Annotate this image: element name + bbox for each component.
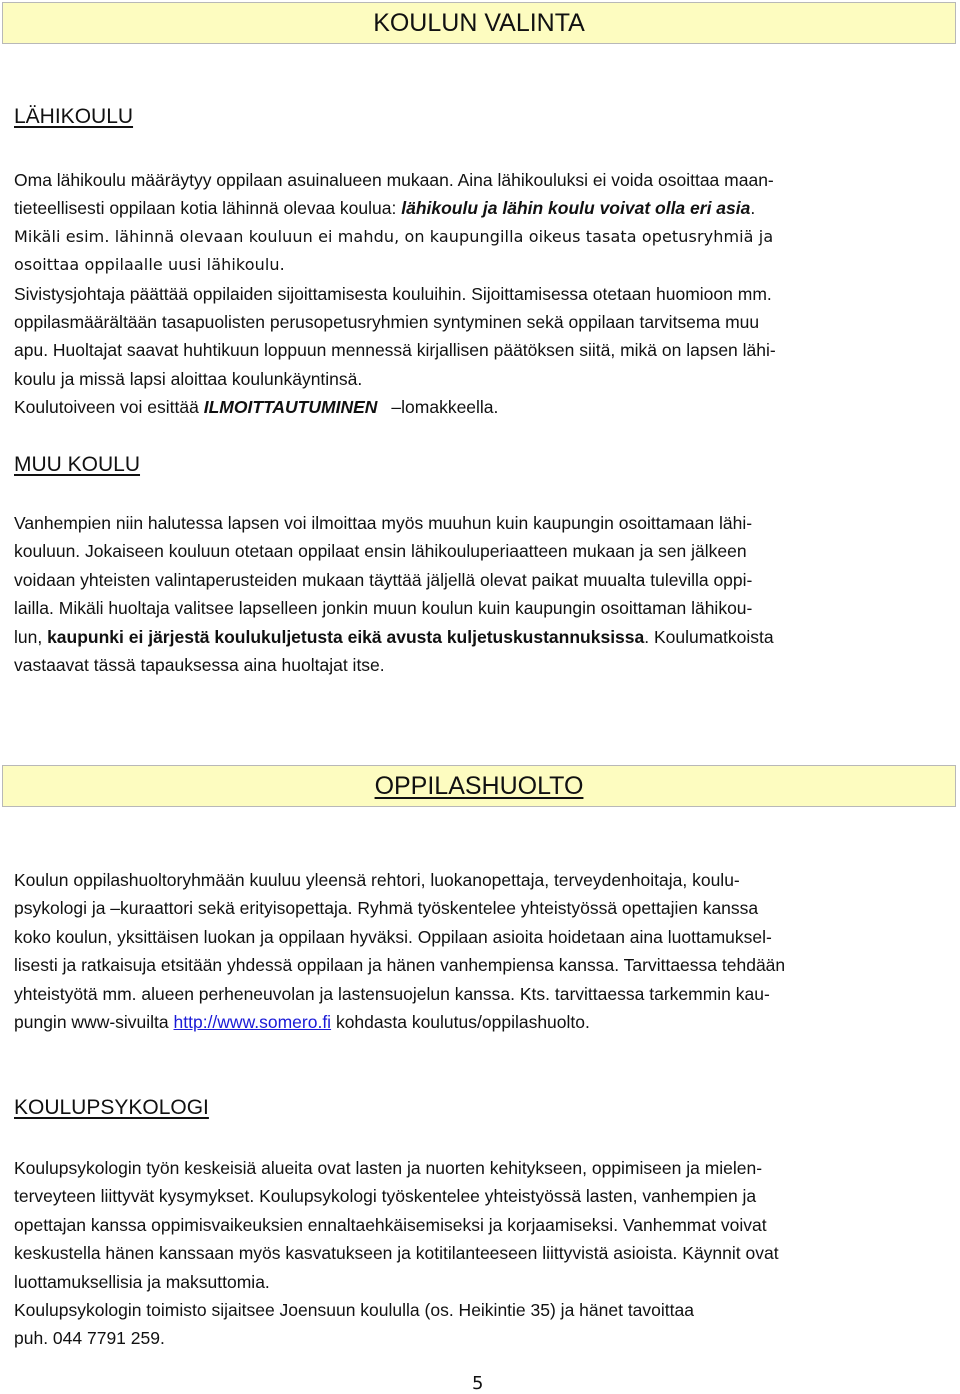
paragraph-oppilashuolto	[14, 866, 944, 1036]
section-banner-koulun-valinta	[2, 2, 956, 44]
text-line: Sivistysjohtaja päättää oppilaiden sijoittamisesta kouluihin. Sijoittamisessa otetaan huomioon mm.	[14, 283, 772, 304]
banner-title: OPPILASHUOLTO	[374, 771, 584, 800]
text-line: yhteistyötä mm. alueen perheneuvolan ja lastensuojelun kanssa. Kts. tarvittaessa tarkemmin kau-	[14, 983, 770, 1004]
text-line: lun, kaupunki ei järjestä koulukuljetusta eikä avusta kuljetuskustannuksissa. Koulumatkoista	[14, 626, 774, 647]
heading-muu-koulu: MUU KOULU	[14, 453, 141, 476]
text-line: osoittaa oppilaalle uusi lähikoulu.	[14, 255, 285, 275]
text-line: Vanhempien niin halutessa lapsen voi ilmoittaa myös muuhun kuin kaupungin osoittamaan lähi-	[14, 513, 753, 533]
text-line: luottamuksellisia ja maksuttomia.	[14, 1271, 270, 1292]
section-banner-oppilashuolto	[2, 765, 956, 807]
text-line: koko koulun, yksittäisen luokan ja oppilaan hyväksi. Oppilaan asioita hoidetaan aina luottamuksel-	[14, 926, 772, 947]
paragraph-muu-koulu	[14, 509, 944, 679]
text-line: apu. Huoltajat saavat huhtikuun loppuun mennessä kirjallisen päätöksen siitä, mikä on lapsen lähi-	[14, 340, 776, 361]
heading-koulupsykologi: KOULUPSYKOLOGI	[14, 1096, 209, 1119]
emphasis-text: kaupunki ei järjestä koulukuljetusta eikä avusta kuljetuskustannuksissa	[47, 626, 645, 647]
text-line: vastaavat tässä tapauksessa aina huoltajat itse.	[14, 654, 385, 675]
text-line: oppilasmäärältään tasapuolisten perusopetusryhmien syntyminen sekä oppilaan tarvitsema muu	[14, 311, 760, 332]
text-line: koulu ja missä lapsi aloittaa koulunkäyntinsä.	[14, 368, 363, 389]
text-line: puh. 044 7791 259.	[14, 1328, 165, 1349]
text-line: lisesti ja ratkaisuja etsitään yhdessä oppilaan ja hänen vanhempiensa kanssa. Tarvittaessa tehdään	[14, 955, 786, 976]
text-line: Oma lähikoulu määräytyy oppilaan asuinalueen mukaan. Aina lähikouluksi ei voida osoittaa maan-	[14, 170, 774, 190]
paragraph-koulupsykologi	[14, 1154, 944, 1353]
text-line: Mikäli esim. lähinnä olevaan kouluun ei mahdu, on kaupungilla oikeus tasata opetusryhmiä ja	[14, 226, 774, 246]
text-line: kouluun. Jokaiseen kouluun otetaan oppilaat ensin lähikouluperiaatteen mukaan ja sen jälkeen	[14, 541, 747, 562]
heading-lahikoulu: LÄHIKOULU	[14, 105, 134, 128]
banner-title: KOULUN VALINTA	[373, 8, 585, 37]
text-line: opettajan kanssa oppimisvaikeuksien ennaltaehkäisemiseksi ja korjaamiseksi. Vanhemmat voivat	[14, 1214, 767, 1235]
emphasis-text: lähikoulu ja lähin koulu voivat olla eri asia	[401, 198, 751, 219]
text-line: Koulun oppilashuoltoryhmään kuuluu yleensä rehtori, luokanopettaja, terveydenhoitaja, koulu-	[14, 870, 740, 890]
text-line: lailla. Mikäli huoltaja valitsee lapselleen jonkin muun koulun kuin kaupungin osoittaman lähikou-	[14, 598, 753, 619]
text-line: pungin www-sivuilta http://www.somero.fi kohdasta koulutus/oppilashuolto.	[14, 1011, 590, 1032]
text-line: tieteellisesti oppilaan kotia lähinnä olevaa koulua: lähikoulu ja lähin koulu voivat olla eri asia.	[14, 198, 756, 219]
text-line: psykologi ja –kuraattori sekä erityisopettaja. Ryhmä työskentelee yhteistyössä opettajien kanssa	[14, 898, 759, 919]
text-line: Koulutoiveen voi esittää ILMOITTAUTUMINEN –lomakkeella.	[14, 397, 499, 418]
form-name-text: ILMOITTAUTUMINEN	[203, 397, 378, 418]
text-line: Koulupsykologin työn keskeisiä alueita ovat lasten ja nuorten kehitykseen, oppimiseen ja mielen-	[14, 1158, 763, 1178]
text-line: voidaan yhteisten valintaperusteiden mukaan täyttää jäljellä olevat paikat muualta tulevilla oppi-	[14, 569, 753, 590]
text-line: keskustella hänen kanssaan myös kasvatukseen ja kotitilanteeseen liittyvistä asioista. Käynnit ovat	[14, 1243, 779, 1264]
text-line: Koulupsykologin toimisto sijaitsee Joensuun koululla (os. Heikintie 35) ja hänet tavoittaa	[14, 1299, 694, 1320]
paragraph-lahikoulu	[14, 166, 944, 422]
page-number: 5	[472, 1373, 484, 1394]
somero-website-link[interactable]: http://www.somero.fi	[173, 1011, 332, 1032]
text-line: terveyteen liittyvät kysymykset. Koulupsykologi työskentelee yhteistyössä lasten, vanhempien ja	[14, 1186, 757, 1207]
